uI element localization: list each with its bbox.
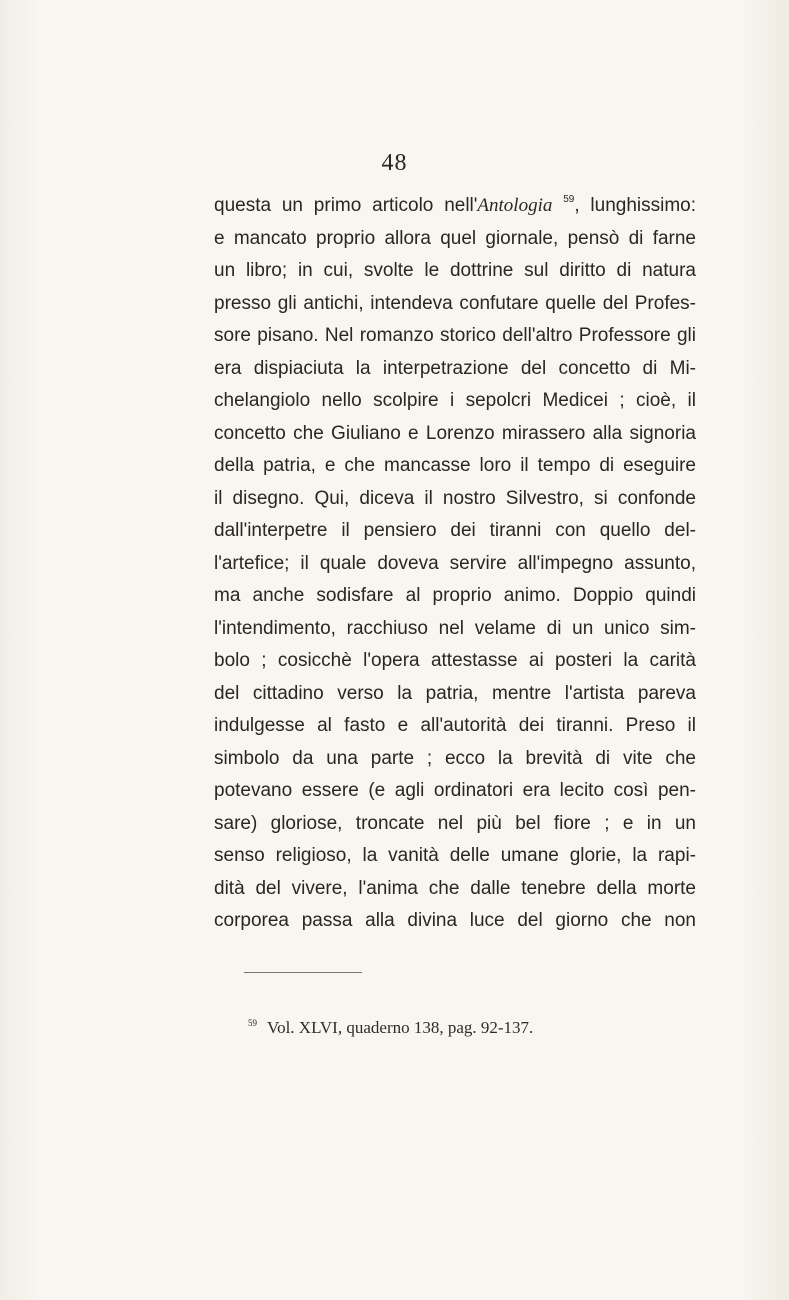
text-line: dità del vivere, l'anima che dalle tenebre della morte [214, 877, 696, 899]
text-line: senso religioso, la vanità delle umane glorie, la rapi- [214, 845, 696, 866]
text-line: concetto che Giuliano e Lorenzo mirassero alla signoria [214, 422, 696, 444]
footnote [248, 1018, 533, 1038]
text-line [214, 190, 696, 223]
footnote-marker: 59 [248, 1018, 257, 1028]
text-line: un libro; in cui, svolte le dottrine sul diritto di natura [214, 260, 696, 281]
text-line: indulgesse al fasto e all'autorità dei tiranni. Preso il [214, 715, 696, 736]
text-line: potevano essere (e agli ordinatori era lecito così pen- [214, 780, 696, 801]
text-line: presso gli antichi, intendeva confutare quelle del Profes- [214, 292, 696, 314]
text-line: della patria, e che mancasse loro il tempo di eseguire [214, 455, 696, 476]
text-line: del cittadino verso la patria, mentre l'artista pareva [214, 682, 696, 704]
text-line: sore pisano. Nel romanzo storico dell'altro Professore gli [214, 325, 696, 346]
text-line: corporea passa alla divina luce del giorno che non [214, 910, 696, 931]
text-run: questa un primo articolo nell' [214, 195, 478, 216]
text-line: bolo ; cosicchè l'opera attestasse ai posteri la carità [214, 650, 696, 671]
italic-title: Antologia [477, 195, 553, 216]
text-line: l'artefice; il quale doveva servire all'impegno assunto, [214, 552, 696, 574]
text-line: era dispiaciuta la interpetrazione del concetto di Mi- [214, 357, 696, 379]
body-text [214, 190, 696, 938]
page-number: 48 [381, 150, 408, 176]
footnote-text: Vol. XLVI, quaderno 138, pag. 92-137. [267, 1018, 534, 1037]
text-line: l'intendimento, racchiuso nel velame di un unico sim- [214, 617, 696, 639]
text-line: sare) gloriose, troncate nel più bel fiore ; e in un [214, 812, 696, 834]
footnote-separator [244, 972, 362, 973]
text-line: e mancato proprio allora quel giornale, pensò di farne [214, 227, 696, 249]
footnote-reference[interactable]: 59 [563, 194, 575, 205]
text-line: ma anche sodisfare al proprio animo. Doppio quindi [214, 585, 696, 606]
text-line: il disegno. Qui, diceva il nostro Silvestro, si confonde [214, 487, 696, 509]
text-run: , lunghissimo: [574, 195, 697, 216]
text-line: chelangiolo nello scolpire i sepolcri Medicei ; cioè, il [214, 390, 696, 411]
text-line: simbolo da una parte ; ecco la brevità di vite che [214, 747, 696, 769]
text-line: dall'interpetre il pensiero dei tiranni con quello del- [214, 520, 696, 541]
